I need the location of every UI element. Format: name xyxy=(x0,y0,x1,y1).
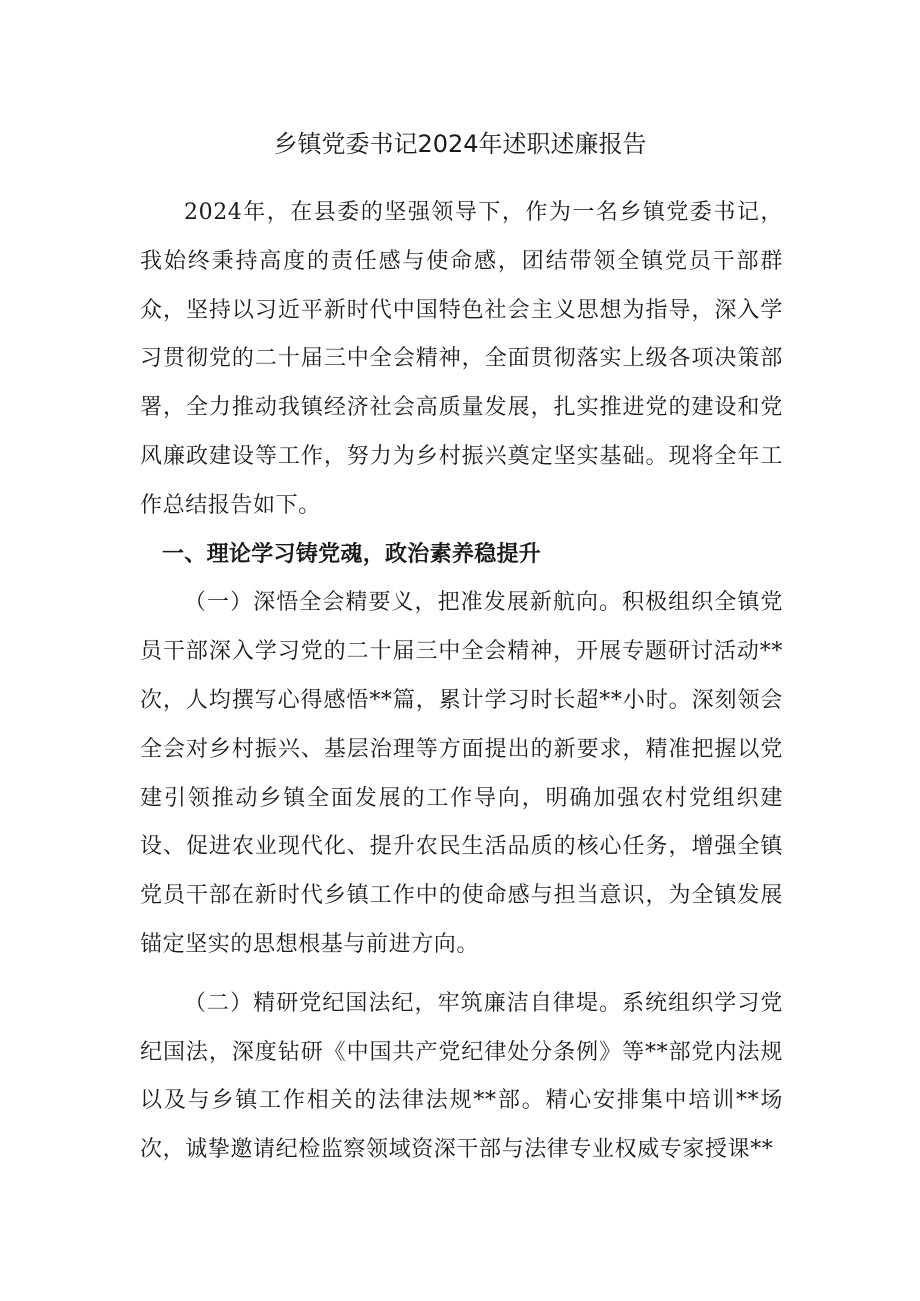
intro-paragraph: 2024年，在县委的坚强领导下，作为一名乡镇党委书记，我始终秉持高度的责任感与使命感，团结带领全镇党员干部群众，坚持以习近平新时代中国特色社会主义思想为指导，深入学习贯彻党的二十届三中全会精神，全面贯彻落实上级各项决策部署，全力推动我镇经济社会高质量发展，扎实推进党的建设和党风廉政建设等工作，努力为乡村振兴奠定坚实基础。现将全年工作总结报告如下。 xyxy=(140,200,783,518)
document-title: 乡镇党委书记2024年述职述廉报告 xyxy=(273,130,647,158)
section-1-paragraph-1: （一）深悟全会精要义，把准发展新航向。积极组织全镇党员干部深入学习党的二十届三中全会精神，开展专题研讨活动**次，人均撰写心得感悟**篇，累计学习时长超**小时。深刻领会全会对乡村振兴、基层治理等方面提出的新要求，精准把握以党建引领推动乡镇全面发展的工作导向，明确加强农村党组织建设、促进农业现代化、提升农民生活品质的核心任务，增强全镇党员干部在新时代乡镇工作中的使命感与担当意识，为全镇发展锚定坚实的思想根基与前进方向。 xyxy=(140,590,783,957)
section-1-paragraph-2: （二）精研党纪国法纪，牢筑廉洁自律堤。系统组织学习党纪国法，深度钻研《中国共产党纪律处分条例》等**部党内法规以及与乡镇工作相关的法律法规**部。精心安排集中培训**场次，诚挚邀请纪检监察领域资深干部与法律专业权威专家授课** xyxy=(140,990,783,1163)
document-body xyxy=(140,189,783,1175)
section-heading-1: 一、理论学习铸党魂，政治素养稳提升 xyxy=(162,541,542,567)
